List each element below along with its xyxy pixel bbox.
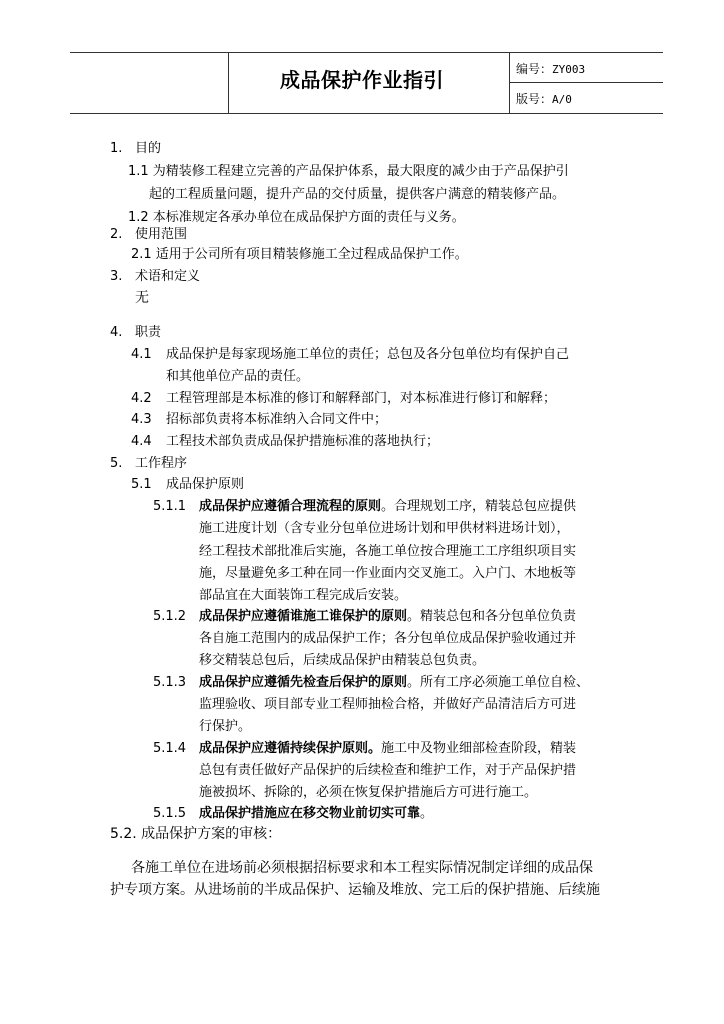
section-5-1-1-line3: 经工程技术部批准后实施，各施工单位按合理施工工序组织项目实 [199, 544, 577, 559]
header-middle-divider [509, 82, 663, 83]
section-5-1-1-rest: 。合理规划工序，精装总包应提供 [381, 499, 577, 514]
section-4-4-text: 工程技术部负责成品保护措施标准的落地执行； [166, 434, 440, 449]
doc-version [516, 90, 572, 107]
section-5-1-3-rest: 。所有工序必须施工单位自检、 [407, 675, 590, 690]
section-5-1-4-line2: 总包有责任做好产品保护的后续检查和维护工作，对于产品保护措 [199, 763, 577, 778]
document-title: 成品保护作业指引 [280, 68, 444, 92]
header-top-border [70, 52, 663, 53]
section-5-1-4-bold: 成品保护应遵循持续保护原则。 [199, 741, 382, 756]
section-5-1-1-line2: 施工进度计划（含专业分包单位进场计划和甲供材料进场计划）， [199, 521, 570, 536]
doc-version-label: 版号： [516, 92, 553, 106]
section-5-1-5-rest: 。 [420, 806, 434, 821]
section-5-2-title: 5.2. 成品保护方案的审核： [110, 826, 282, 842]
section-5-1-3-number: 5.1.3 [153, 675, 187, 690]
section-5-1-2-number: 5.1.2 [153, 609, 187, 624]
paragraph-line2: 护专项方案。从进场前的半成品保护、运输及堆放、完工后的保护措施、后续施 [110, 882, 600, 898]
section-3-title: 术语和定义 [135, 269, 201, 284]
section-5-1-3-line2: 监理验收、项目部专业工程师抽检合格，并做好产品清洁后方可进 [199, 697, 577, 712]
section-4-1-line2: 和其他单位产品的责任。 [166, 369, 310, 384]
section-5-number: 5. [110, 456, 123, 471]
section-5-1-4-line1 [199, 740, 576, 758]
section-5-1-5-bold: 成品保护措施应在移交物业前切实可靠 [199, 806, 421, 821]
section-3-none: 无 [135, 290, 149, 306]
section-1-number: 1. [110, 141, 123, 156]
section-5-1-3-line3: 行保护。 [199, 719, 252, 734]
section-4-number: 4. [110, 325, 123, 340]
section-4-1-number: 4.1 [131, 347, 152, 362]
header-left-divider [228, 52, 229, 114]
section-5-1-4-number: 5.1.4 [153, 741, 187, 756]
doc-code [516, 60, 585, 77]
section-5-1-number: 5.1 [131, 477, 152, 492]
paragraph-line1: 各施工单位在进场前必须根据招标要求和本工程实际情况制定详细的成品保 [131, 860, 593, 876]
section-4-3-text: 招标部负责将本标准纳入合同文件中； [166, 412, 388, 427]
header-bottom-border [70, 113, 663, 114]
doc-code-label: 编号： [516, 62, 553, 76]
header-right-divider [509, 52, 510, 114]
section-5-1-2-bold: 成品保护应遵循谁施工谁保护的原则 [199, 609, 408, 624]
section-5-1-3-line1 [199, 674, 589, 692]
section-5-title: 工作程序 [135, 456, 188, 471]
section-5-1-1-line5: 部品宜在大面装饰工程完成后安装。 [199, 588, 408, 603]
section-5-1-2-line2: 各自施工范围内的成品保护工作；各分包单位成品保护验收通过并 [199, 631, 577, 646]
section-4-1-line1: 成品保护是每家现场施工单位的责任；总包及各分包单位均有保护自己 [166, 347, 570, 362]
section-2-title: 使用范围 [135, 227, 188, 242]
section-4-2-text: 工程管理部是本标准的修订和解释部门，对本标准进行修订和解释； [166, 391, 557, 406]
section-5-1-5-line1 [199, 805, 433, 823]
section-5-1-1-line1 [199, 498, 576, 516]
section-5-1-1-bold: 成品保护应遵循合理流程的原则 [199, 499, 382, 514]
doc-version-value: A/0 [552, 93, 572, 106]
section-5-1-1-number: 5.1.1 [153, 499, 187, 514]
section-3-number: 3. [110, 269, 123, 284]
section-5-1-3-bold: 成品保护应遵循先检查后保护的原则 [199, 675, 408, 690]
section-1-1-line1: 1.1 为精装修工程建立完善的产品保护体系，最大限度的减少由于产品保护引 [128, 164, 569, 179]
section-2-number: 2. [110, 227, 123, 242]
section-5-1-5-number: 5.1.5 [153, 806, 187, 821]
section-4-title: 职责 [135, 325, 162, 340]
section-2-1: 2.1 适用于公司所有项目精装修施工全过程成品保护工作。 [131, 247, 468, 262]
section-1-title: 目的 [135, 141, 162, 156]
section-5-1-4-line3: 施被损坏、拆除的，必须在恢复保护措施后方可进行施工。 [199, 785, 538, 800]
section-5-1-2-rest: 。精装总包和各分包单位负责 [407, 609, 577, 624]
section-1-1-line2: 起的工程质量问题，提升产品的交付质量，提供客户满意的精装修产品。 [149, 187, 566, 202]
section-4-3-number: 4.3 [131, 412, 152, 427]
section-5-1-2-line1 [199, 608, 576, 626]
section-4-4-number: 4.4 [131, 434, 152, 449]
section-5-1-4-rest: 施工中及物业细部检查阶段，精装 [381, 741, 577, 756]
section-4-2-number: 4.2 [131, 391, 152, 406]
section-5-1-1-line4: 施，尽量避免多工种在同一作业面内交叉施工。入户门、木地板等 [199, 566, 577, 581]
section-5-1-title: 成品保护原则 [166, 477, 245, 492]
doc-code-value: ZY003 [552, 63, 586, 76]
section-5-1-2-line3: 移交精装总包后，后续成品保护由精装总包负责。 [199, 653, 486, 668]
section-1-2: 1.2 本标准规定各承办单位在成品保护方面的责任与义务。 [128, 210, 465, 225]
